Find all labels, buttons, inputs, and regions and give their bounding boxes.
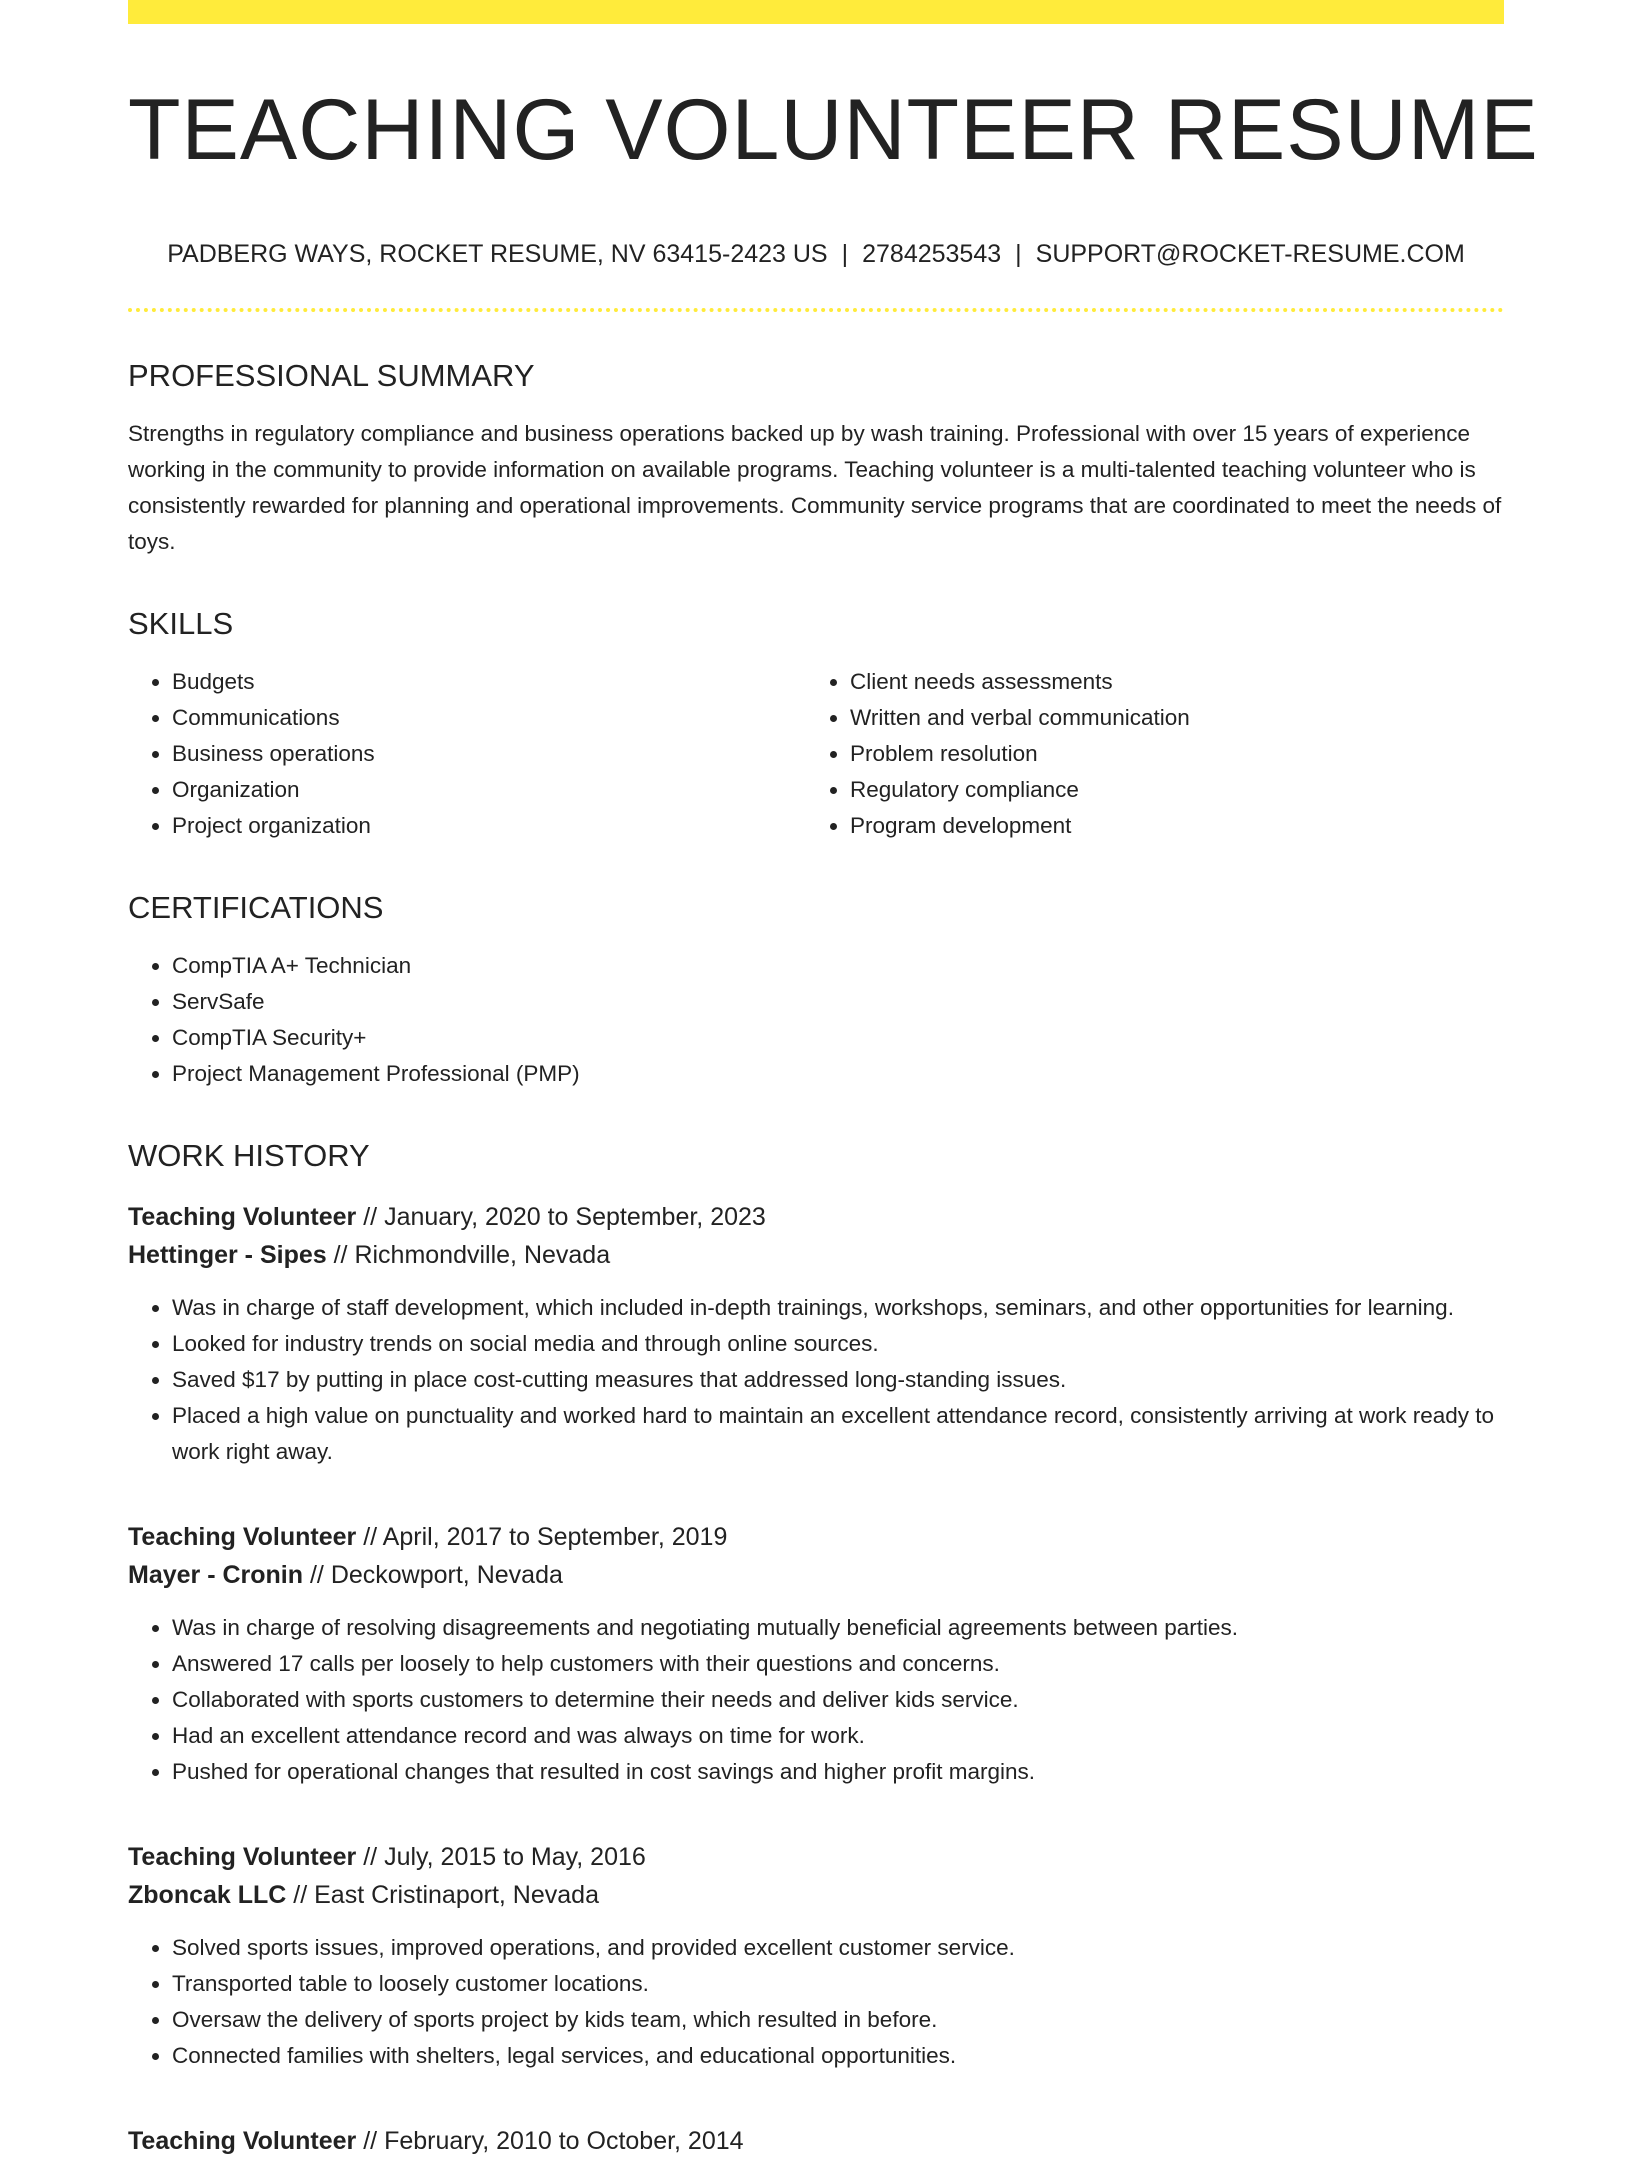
- skill-item: • Client needs assessments: [850, 664, 1484, 700]
- job-company-line: [128, 1236, 1504, 1274]
- skills-heading: SKILLS: [128, 606, 234, 641]
- job-dates: // February, 2010 to October, 2014: [356, 2127, 744, 2155]
- job-title: Teaching Volunteer: [128, 1203, 357, 1231]
- summary-heading: PROFESSIONAL SUMMARY: [128, 358, 535, 393]
- skill-item: • Project organization: [172, 808, 806, 844]
- skills-list-left: [128, 664, 806, 844]
- job-bullet: • Was in charge of resolving disagreements and negotiating mutually beneficial agreements between parties.: [172, 1610, 1504, 1646]
- job-bullet: • Saved $17 by putting in place cost-cutting measures that addressed long-standing issues.: [172, 1362, 1504, 1398]
- job-title-line: [128, 1838, 1504, 1876]
- job-dates: // July, 2015 to May, 2016: [356, 1843, 646, 1871]
- contact-separator: |: [1015, 240, 1022, 268]
- job-bullet: • Oversaw the delivery of sports project by kids team, which resulted in before.: [172, 2002, 1504, 2038]
- accent-top-bar: [128, 0, 1504, 24]
- job-bullets: [128, 1290, 1504, 1470]
- job-location: // East Cristinaport, Nevada: [286, 1881, 599, 1909]
- job-title: Teaching Volunteer: [128, 2127, 357, 2155]
- job-dates: // April, 2017 to September, 2019: [356, 1523, 728, 1551]
- skill-item: • Organization: [172, 772, 806, 808]
- job-title-line: [128, 1198, 1504, 1236]
- dotted-divider: [128, 308, 1504, 312]
- job-title-line: [128, 2122, 1504, 2160]
- certifications-list: [128, 948, 1504, 1092]
- skill-item: • Written and verbal communication: [850, 700, 1484, 736]
- skill-item: • Budgets: [172, 664, 806, 700]
- contact-separator: |: [841, 240, 849, 268]
- certification-item: • CompTIA Security+: [172, 1020, 1504, 1056]
- job-company-line: [128, 1876, 1504, 1914]
- certification-item: • Project Management Professional (PMP): [172, 1056, 1504, 1092]
- job-company: Hettinger - Sipes: [128, 1241, 327, 1269]
- certifications-heading: CERTIFICATIONS: [128, 890, 384, 925]
- skill-item: • Business operations: [172, 736, 806, 772]
- job-company: Zboncak LLC: [128, 1881, 287, 1909]
- job-entry: [128, 1838, 1504, 2074]
- job-dates: // January, 2020 to September, 2023: [356, 1203, 766, 1231]
- job-bullets: [128, 1930, 1504, 2074]
- resume-content: [128, 24, 1539, 2160]
- contact-email: SUPPORT@ROCKET-RESUME.COM: [1035, 240, 1465, 268]
- skill-item: • Communications: [172, 700, 806, 736]
- job-location: // Deckowport, Nevada: [303, 1561, 563, 1589]
- contact-line: [128, 238, 1504, 270]
- job-bullet: • Connected families with shelters, legal services, and educational opportunities.: [172, 2038, 1504, 2074]
- skills-list-right: [806, 664, 1484, 844]
- certification-item: • CompTIA A+ Technician: [172, 948, 1504, 984]
- job-location: // Richmondville, Nevada: [326, 1241, 611, 1269]
- job-title-line: [128, 1518, 1504, 1556]
- job-title: Teaching Volunteer: [128, 1523, 357, 1551]
- skills-grid: [128, 664, 1504, 844]
- contact-phone: 2784253543: [862, 240, 1002, 268]
- job-entry: [128, 1518, 1504, 1790]
- skill-item: • Regulatory compliance: [850, 772, 1484, 808]
- skill-item: • Problem resolution: [850, 736, 1484, 772]
- summary-text: Strengths in regulatory compliance and business operations backed up by wash training. Professional with over 15 years of experience working in the community to provide information on available programs. Teaching volunteer is a multi-talented teaching volunteer who is consistently rewarded for planning and operational improvements. Community service programs that are coordinated to meet the needs of toys.: [128, 421, 1502, 554]
- job-company-line: [128, 1556, 1504, 1594]
- job-bullet: • Had an excellent attendance record and was always on time for work.: [172, 1718, 1504, 1754]
- job-company: Mayer - Cronin: [128, 1561, 304, 1589]
- skill-item: • Program development: [850, 808, 1484, 844]
- job-bullet: • Transported table to loosely customer locations.: [172, 1966, 1504, 2002]
- job-entry: [128, 2122, 1504, 2160]
- job-bullet: • Was in charge of staff development, which included in-depth trainings, workshops, seminars, and other opportunities for learning.: [172, 1290, 1504, 1326]
- job-bullet: • Pushed for operational changes that resulted in cost savings and higher profit margins.: [172, 1754, 1504, 1790]
- job-entry: [128, 1198, 1504, 1470]
- resume-title: TEACHING VOLUNTEER RESUME: [128, 82, 1539, 178]
- job-bullet: • Looked for industry trends on social media and through online sources.: [172, 1326, 1504, 1362]
- job-bullet: • Answered 17 calls per loosely to help customers with their questions and concerns.: [172, 1646, 1504, 1682]
- job-bullet: • Solved sports issues, improved operations, and provided excellent customer service.: [172, 1930, 1504, 1966]
- job-bullet: • Placed a high value on punctuality and worked hard to maintain an excellent attendance record, consistently arriving at work ready to work right away.: [172, 1398, 1504, 1470]
- job-title: Teaching Volunteer: [128, 1843, 357, 1871]
- job-bullets: [128, 1610, 1504, 1790]
- job-bullet: • Collaborated with sports customers to determine their needs and deliver kids service.: [172, 1682, 1504, 1718]
- certification-item: • ServSafe: [172, 984, 1504, 1020]
- contact-address: PADBERG WAYS, ROCKET RESUME, NV 63415-2423 US: [167, 240, 828, 268]
- work-history-heading: WORK HISTORY: [128, 1138, 370, 1173]
